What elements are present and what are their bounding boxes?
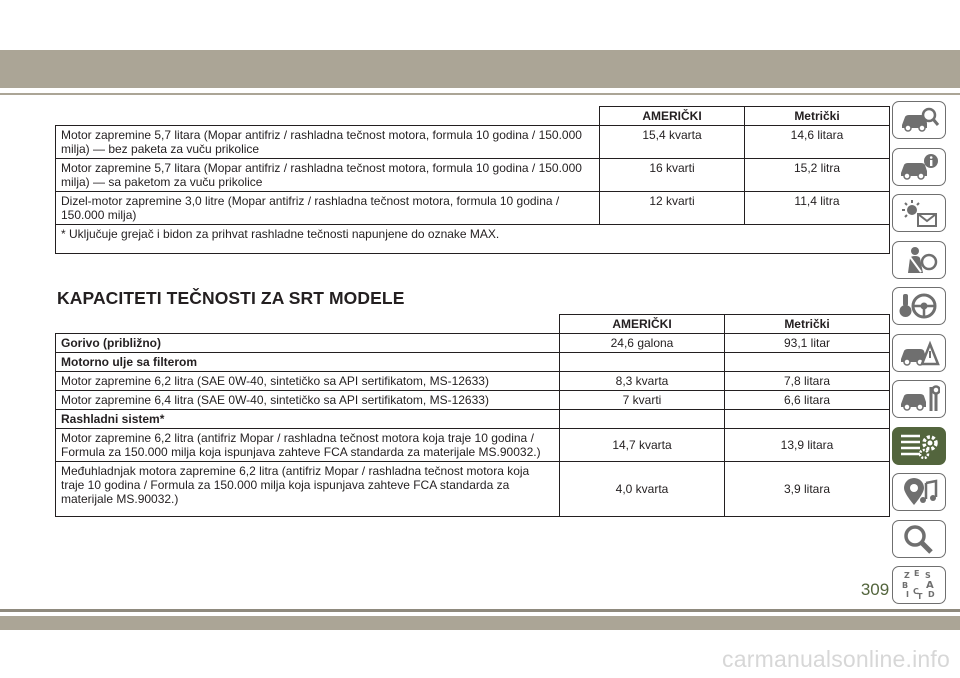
- row-description: Motor zapremine 6,2 litra (SAE 0W-40, sintetičko sa API sertifikatom, MS-12633): [56, 372, 560, 391]
- table-row: [56, 334, 890, 353]
- chapter-tab-getting-to-know[interactable]: [892, 148, 946, 186]
- footer-band: [0, 616, 960, 630]
- row-description: Motor zapremine 5,7 litara (Mopar antifriz / rashladna tečnost motora, formula 10 godina / 150.000 milja) — bez paketa za vuču prikolice: [56, 126, 600, 159]
- header-blank: [56, 315, 560, 334]
- row-description: Motor zapremine 6,2 litra (antifriz Mopar / rashladna tečnost motora koja traje 10 godina / Formula za 150.000 milja koja ispunjava zahteve FCA standarda za materijale MS.90032.): [56, 429, 560, 462]
- row-metric-value: 11,4 litra: [745, 192, 890, 225]
- warning-light-message-icon: [898, 198, 940, 228]
- watermark-text: carmanualsonline.info: [722, 646, 950, 672]
- chapter-tab-multimedia[interactable]: [892, 473, 946, 511]
- index-letter: T: [917, 592, 923, 600]
- header-metric: Metrički: [725, 315, 890, 334]
- table-row: [56, 353, 890, 372]
- row-description: Motor zapremine 5,7 litara (Mopar antifriz / rashladna tečnost motora, formula 10 godina / 150.000 milja) — sa paketom za vuču prikolice: [56, 159, 600, 192]
- coolant-capacity-table: [55, 106, 890, 254]
- alphabetical-index-icon: [898, 570, 940, 600]
- navigation-music-icon: [898, 477, 940, 507]
- srt-fluid-capacity-table: [55, 314, 890, 517]
- row-metric-value: 7,8 litara: [725, 372, 890, 391]
- seatbelt-airbag-icon: [898, 245, 940, 275]
- index-letter: S: [925, 571, 931, 580]
- table-header-row: [56, 107, 890, 126]
- index-letter: D: [928, 590, 935, 599]
- row-metric-value: 15,2 litra: [745, 159, 890, 192]
- header-us: AMERIČKI: [560, 315, 725, 334]
- row-description: Gorivo (približno): [56, 334, 560, 353]
- row-us-value: 24,6 galona: [560, 334, 725, 353]
- header-us: AMERIČKI: [600, 107, 745, 126]
- table-footnote: * Uključuje grejač i bidon za prihvat rashladne tečnosti napunjene do oznake MAX.: [56, 225, 890, 254]
- table-row: [56, 429, 890, 462]
- header-band: [0, 50, 960, 88]
- car-info-icon: [898, 152, 940, 182]
- row-metric-value: 3,9 litara: [725, 462, 890, 517]
- table-row: [56, 391, 890, 410]
- table-row: [56, 192, 890, 225]
- index-letter: A: [926, 580, 934, 591]
- specifications-gear-icon: [898, 431, 940, 461]
- car-magnifier-icon: [898, 105, 940, 135]
- row-metric-value: 6,6 litara: [725, 391, 890, 410]
- chapter-tab-index[interactable]: [892, 566, 946, 604]
- row-us-value: 4,0 kvarta: [560, 462, 725, 517]
- chapter-tab-introduction[interactable]: [892, 101, 946, 139]
- row-us-value: 16 kvarti: [600, 159, 745, 192]
- row-metric-value: 93,1 litar: [725, 334, 890, 353]
- index-letter: B: [902, 581, 909, 590]
- row-metric-value: [725, 353, 890, 372]
- chapter-tab-emergency[interactable]: [892, 334, 946, 372]
- row-metric-value: 13,9 litara: [725, 429, 890, 462]
- row-us-value: 8,3 kvarta: [560, 372, 725, 391]
- row-description: Međuhladnjak motora zapremine 6,2 litra (antifriz Mopar / rashladna tečnost motora koja traje 10 godina / Formula za 150.000 milja koja ispunjava zahteve FCA standarda za materijale MS.90032.): [56, 462, 560, 517]
- row-description: Motorno ulje sa filterom: [56, 353, 560, 372]
- chapter-tab-bar: [892, 101, 950, 613]
- car-warning-triangle-icon: [898, 338, 940, 368]
- row-description: Motor zapremine 6,4 litra (SAE 0W-40, sintetičko sa API sertifikatom, MS-12633): [56, 391, 560, 410]
- table-row: [56, 372, 890, 391]
- row-us-value: [560, 353, 725, 372]
- table-header-row: [56, 315, 890, 334]
- chapter-tab-servicing[interactable]: [892, 380, 946, 418]
- table-row: [56, 410, 890, 429]
- car-service-tools-icon: [898, 384, 940, 414]
- chapter-tab-specifications[interactable]: [892, 427, 946, 465]
- footnote-row: [56, 225, 890, 254]
- header-metric: Metrički: [745, 107, 890, 126]
- row-description: Dizel-motor zapremine 3,0 litre (Mopar antifriz / rashladna tečnost motora, formula 10 godina / 150.000 milja): [56, 192, 600, 225]
- row-description: Rashladni sistem*: [56, 410, 560, 429]
- search-magnifier-icon: [898, 524, 940, 554]
- index-letter: I: [906, 590, 909, 599]
- section-heading: KAPACITETI TEČNOSTI ZA SRT MODELE: [57, 288, 405, 308]
- index-letter: C: [913, 587, 919, 596]
- chapter-tab-instrument-panel[interactable]: [892, 194, 946, 232]
- row-metric-value: 14,6 litara: [745, 126, 890, 159]
- header-rule: [0, 93, 960, 95]
- row-us-value: 7 kvarti: [560, 391, 725, 410]
- row-metric-value: [725, 410, 890, 429]
- row-us-value: 14,7 kvarta: [560, 429, 725, 462]
- row-us-value: 15,4 kvarta: [600, 126, 745, 159]
- table-row: [56, 462, 890, 517]
- chapter-tab-customer-assistance[interactable]: [892, 520, 946, 558]
- table-row: [56, 126, 890, 159]
- table-row: [56, 159, 890, 192]
- page-number: 309: [860, 580, 890, 599]
- chapter-tab-safety[interactable]: [892, 241, 946, 279]
- steering-wheel-key-icon: [898, 291, 940, 321]
- chapter-tab-starting-operating[interactable]: [892, 287, 946, 325]
- header-blank: [56, 107, 600, 126]
- footer-rule: [0, 609, 960, 612]
- index-letter: E: [914, 570, 920, 578]
- index-letter: Z: [904, 571, 910, 580]
- row-us-value: 12 kvarti: [600, 192, 745, 225]
- row-us-value: [560, 410, 725, 429]
